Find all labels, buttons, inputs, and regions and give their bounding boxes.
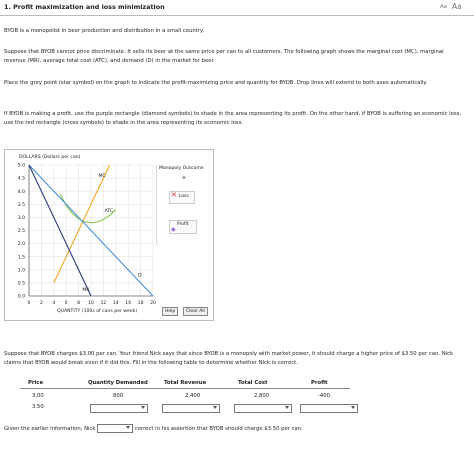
row1-profit: -400 bbox=[318, 393, 331, 399]
x-tick-label: 18 bbox=[137, 301, 144, 306]
table-header-rule bbox=[20, 388, 350, 389]
x-tick-label: 20 bbox=[150, 301, 156, 306]
loss-rectangle-tool[interactable] bbox=[169, 191, 195, 204]
paragraph-shade-instructions: If BYOB is making a profit, use the purple rectangle (diamond symbols) to shade in the area representing its profit. On the other hand, if BYOB is suffering an economic loss, use the red rectangle (cross symbols) to shade in the area representing its economic loss. bbox=[4, 111, 462, 126]
header-quantity-demanded: Quantity Demanded bbox=[88, 380, 148, 386]
palette-title: Monopoly Outcome bbox=[159, 166, 204, 171]
profit-label: Profit bbox=[177, 222, 189, 227]
palette-panel bbox=[156, 165, 212, 245]
row2-quantity-dropdown[interactable] bbox=[90, 404, 148, 413]
row1-quantity: 800 bbox=[113, 393, 124, 399]
chevron-down-icon bbox=[126, 426, 130, 429]
final-prefix: Given the earlier information, Nick bbox=[4, 426, 96, 432]
x-tick-label: 0 bbox=[27, 301, 31, 306]
mr-label: MR bbox=[82, 287, 90, 293]
header-total-cost: Total Cost bbox=[238, 380, 268, 386]
loss-label: Loss bbox=[179, 194, 189, 199]
page-title: 1. Profit maximization and loss minimization bbox=[4, 3, 165, 11]
y-tick-label: 4.5 bbox=[17, 176, 25, 182]
x-tick-label: 16 bbox=[125, 301, 132, 306]
chevron-down-icon bbox=[213, 406, 217, 409]
final-suffix: correct in his assertion that BYOB should charge $3.50 per can. bbox=[134, 426, 303, 432]
header-price: Price bbox=[28, 380, 44, 386]
chevron-down-icon bbox=[351, 406, 355, 409]
font-size-large-button[interactable]: Aa bbox=[452, 2, 462, 11]
intro-text: BYOB is a monopolist in beer production and distribution in a small country. bbox=[4, 28, 205, 34]
x-tick-label: 14 bbox=[112, 301, 119, 306]
d-label: D bbox=[138, 273, 142, 279]
y-tick-label: 5.0 bbox=[17, 163, 25, 169]
paragraph-place-point: Place the grey point (star symbol) on the graph to indicate the profit-maximizing price and quantity for BYOB. Drop lines will extend to both axes automatically. bbox=[4, 80, 428, 86]
chevron-down-icon bbox=[141, 406, 145, 409]
y-tick-label: 0.5 bbox=[17, 281, 25, 287]
row2-total-cost-dropdown[interactable] bbox=[234, 404, 292, 413]
font-size-small-button[interactable]: Aa bbox=[440, 4, 448, 10]
x-axis-label: QUANTITY (100s of cans per week) bbox=[57, 309, 138, 314]
x-tick-label: 6 bbox=[64, 301, 68, 306]
y-tick-label: 2.5 bbox=[17, 229, 25, 235]
y-tick-label: 2.0 bbox=[17, 242, 25, 248]
y-tick-label: 1.5 bbox=[17, 255, 25, 261]
y-axis-label: DOLLARS (Dollars per can) bbox=[19, 155, 81, 160]
correctness-dropdown[interactable] bbox=[97, 424, 133, 433]
header-profit: Profit bbox=[311, 380, 328, 386]
cross-icon: ✕ bbox=[171, 191, 177, 199]
x-tick-label: 8 bbox=[77, 301, 81, 306]
grey-star-tool[interactable]: ✦ bbox=[181, 174, 187, 182]
row2-price: 3.50 bbox=[32, 404, 44, 410]
profit-rectangle-tool[interactable] bbox=[169, 220, 197, 234]
final-statement bbox=[4, 424, 464, 434]
row2-total-revenue-dropdown[interactable] bbox=[162, 404, 220, 413]
y-tick-label: 3.0 bbox=[17, 216, 25, 221]
clear-all-button[interactable]: Clear All bbox=[183, 307, 208, 316]
x-tick-label: 10 bbox=[88, 301, 94, 306]
row1-total-revenue: 2,400 bbox=[185, 393, 201, 399]
paragraph-nick-claim: Suppose that BYOB charges $3.00 per can. Your friend Nick says that since BYOB is a monopoly with market power, it should charge a higher price of $3.50 per can. Nick claims that BYOB would break even if it did this. Fill in the following table to determine whether Nick is correct. bbox=[4, 351, 454, 366]
atc-label: ATC bbox=[104, 209, 114, 215]
header-total-revenue: Total Revenue bbox=[164, 380, 207, 386]
y-tick-label: 3.5 bbox=[17, 202, 25, 208]
x-tick-label: 12 bbox=[100, 301, 107, 306]
diamond-icon: ◆ bbox=[171, 226, 176, 233]
y-tick-label: 4.0 bbox=[17, 189, 25, 195]
profit-table bbox=[0, 380, 474, 420]
x-tick-label: 4 bbox=[52, 301, 56, 306]
help-button[interactable]: Help bbox=[162, 307, 178, 316]
row2-profit-dropdown[interactable] bbox=[300, 404, 358, 413]
row1-price: 3.00 bbox=[32, 393, 44, 399]
mc-label: MC bbox=[98, 173, 106, 179]
x-tick-label: 2 bbox=[39, 301, 43, 306]
header-divider bbox=[0, 15, 474, 16]
header bbox=[0, 0, 474, 15]
y-tick-label: 0.0 bbox=[17, 294, 25, 300]
y-tick-label: 1.0 bbox=[17, 268, 25, 274]
chevron-down-icon bbox=[285, 406, 289, 409]
row1-total-cost: 2,800 bbox=[254, 393, 270, 399]
paragraph-graph-description: Suppose that BYOB cannot price discriminate. It sells its beer at the same price per can to all customers. The following graph shows the marginal cost (MC), marginal revenue (MR), average total cost (ATC), and demand (D) in the market for beer. bbox=[4, 49, 444, 64]
mc-curve bbox=[54, 165, 110, 283]
